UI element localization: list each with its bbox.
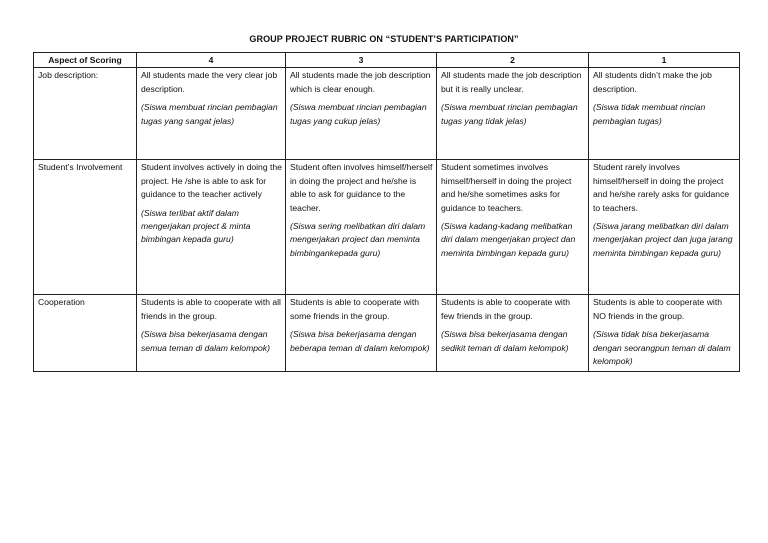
criteria-cell-score-2 (437, 68, 589, 160)
table-row-job-description (34, 68, 740, 160)
criteria-indonesian: (Siswa kadang-kadang melibatkan diri dalam mengerjakan project dan meminta bimbingan kepada guru) (441, 221, 576, 258)
header-row (34, 53, 740, 68)
criteria-cell-score-4 (137, 68, 286, 160)
aspect-cell (34, 295, 137, 372)
criteria-indonesian: (Siswa jarang melibatkan diri dalam mengerjakan project dan juga jarang meminta bimbingan kepada guru) (593, 221, 733, 258)
aspect-cell (34, 160, 137, 295)
rubric-table (33, 52, 740, 372)
criteria-indonesian: (Siswa bisa bekerjasama dengan beberapa teman di dalam kelompok) (290, 329, 430, 353)
criteria-english: Student involves actively in doing the project. He /she is able to ask for guidance to the teacher actively (141, 162, 282, 200)
aspect-cell (34, 68, 137, 160)
criteria-english: Student rarely involves himself/herself in doing the project and he/she rarely asks for guidance to teachers. (593, 162, 730, 213)
criteria-english: Student sometimes involves himself/herself in doing the project and he/she sometimes asks for guidance to teachers. (441, 162, 572, 213)
page-title: GROUP PROJECT RUBRIC ON “STUDENT’S PARTICIPATION” (249, 34, 519, 44)
criteria-english: Student often involves himself/herself in doing the project and he/she is able to ask for guidance to the teacher. (290, 162, 433, 213)
header-aspect-of-scoring: Aspect of Scoring (34, 53, 137, 68)
criteria-cell-score-2 (437, 160, 589, 295)
aspect-label: Cooperation (38, 297, 85, 308)
criteria-indonesian: (Siswa bisa bekerjasama dengan sedikit teman di dalam kelompok) (441, 329, 569, 353)
criteria-english: Students is able to cooperate with few friends in the group. (441, 297, 570, 321)
table-row-student-involvement (34, 160, 740, 295)
header-score-3: 3 (286, 53, 437, 68)
criteria-english: Students is able to cooperate with NO friends in the group. (593, 297, 722, 321)
header-score-4: 4 (137, 53, 286, 68)
criteria-english: All students made the job description which is clear enough. (290, 70, 431, 94)
criteria-cell-score-1 (589, 295, 740, 372)
criteria-indonesian: (Siswa membuat rincian pembagian tugas yang tidak jelas) (441, 102, 578, 126)
criteria-english: Students is able to cooperate with all friends in the group. (141, 297, 281, 321)
criteria-english: All students made the job description but it is really unclear. (441, 70, 582, 94)
criteria-indonesian: (Siswa sering melibatkan diri dalam mengerjakan project dan meminta bimbinganke​pada guru) (290, 221, 426, 258)
criteria-english: All students didn’t make the job description. (593, 70, 712, 94)
criteria-indonesian: (Siswa tidak membuat rincian pembagian tugas) (593, 102, 706, 126)
criteria-indonesian: (Siswa bisa bekerjasama dengan semua teman di dalam kelompok) (141, 329, 270, 353)
criteria-cell-score-2 (437, 295, 589, 372)
aspect-label: Student’s Involvement (38, 162, 123, 173)
table-row-cooperation (34, 295, 740, 372)
aspect-label: Job description: (38, 70, 99, 81)
criteria-indonesian: (Siswa tidak bisa bekerjasama dengan seorangpun teman di dalam kelompok) (593, 329, 731, 367)
criteria-cell-score-1 (589, 68, 740, 160)
criteria-cell-score-3 (286, 68, 437, 160)
criteria-english: Students is able to cooperate with some friends in the group. (290, 297, 419, 321)
criteria-indonesian: (Siswa membuat rincian pembagian tugas yang sangat jelas) (141, 102, 278, 126)
criteria-indonesian: (Siswa terlibat aktif dalam mengerjakan project & minta bimbingan kepada guru) (141, 207, 251, 245)
criteria-cell-score-4 (137, 160, 286, 295)
header-score-1: 1 (589, 53, 740, 68)
criteria-cell-score-1 (589, 160, 740, 295)
criteria-english: All students made the very clear job description. (141, 70, 278, 94)
criteria-cell-score-3 (286, 295, 437, 372)
criteria-cell-score-4 (137, 295, 286, 372)
header-score-2: 2 (437, 53, 589, 68)
criteria-cell-score-3 (286, 160, 437, 295)
criteria-indonesian: (Siswa membuat rincian pembagian tugas yang cukup jelas) (290, 102, 427, 126)
